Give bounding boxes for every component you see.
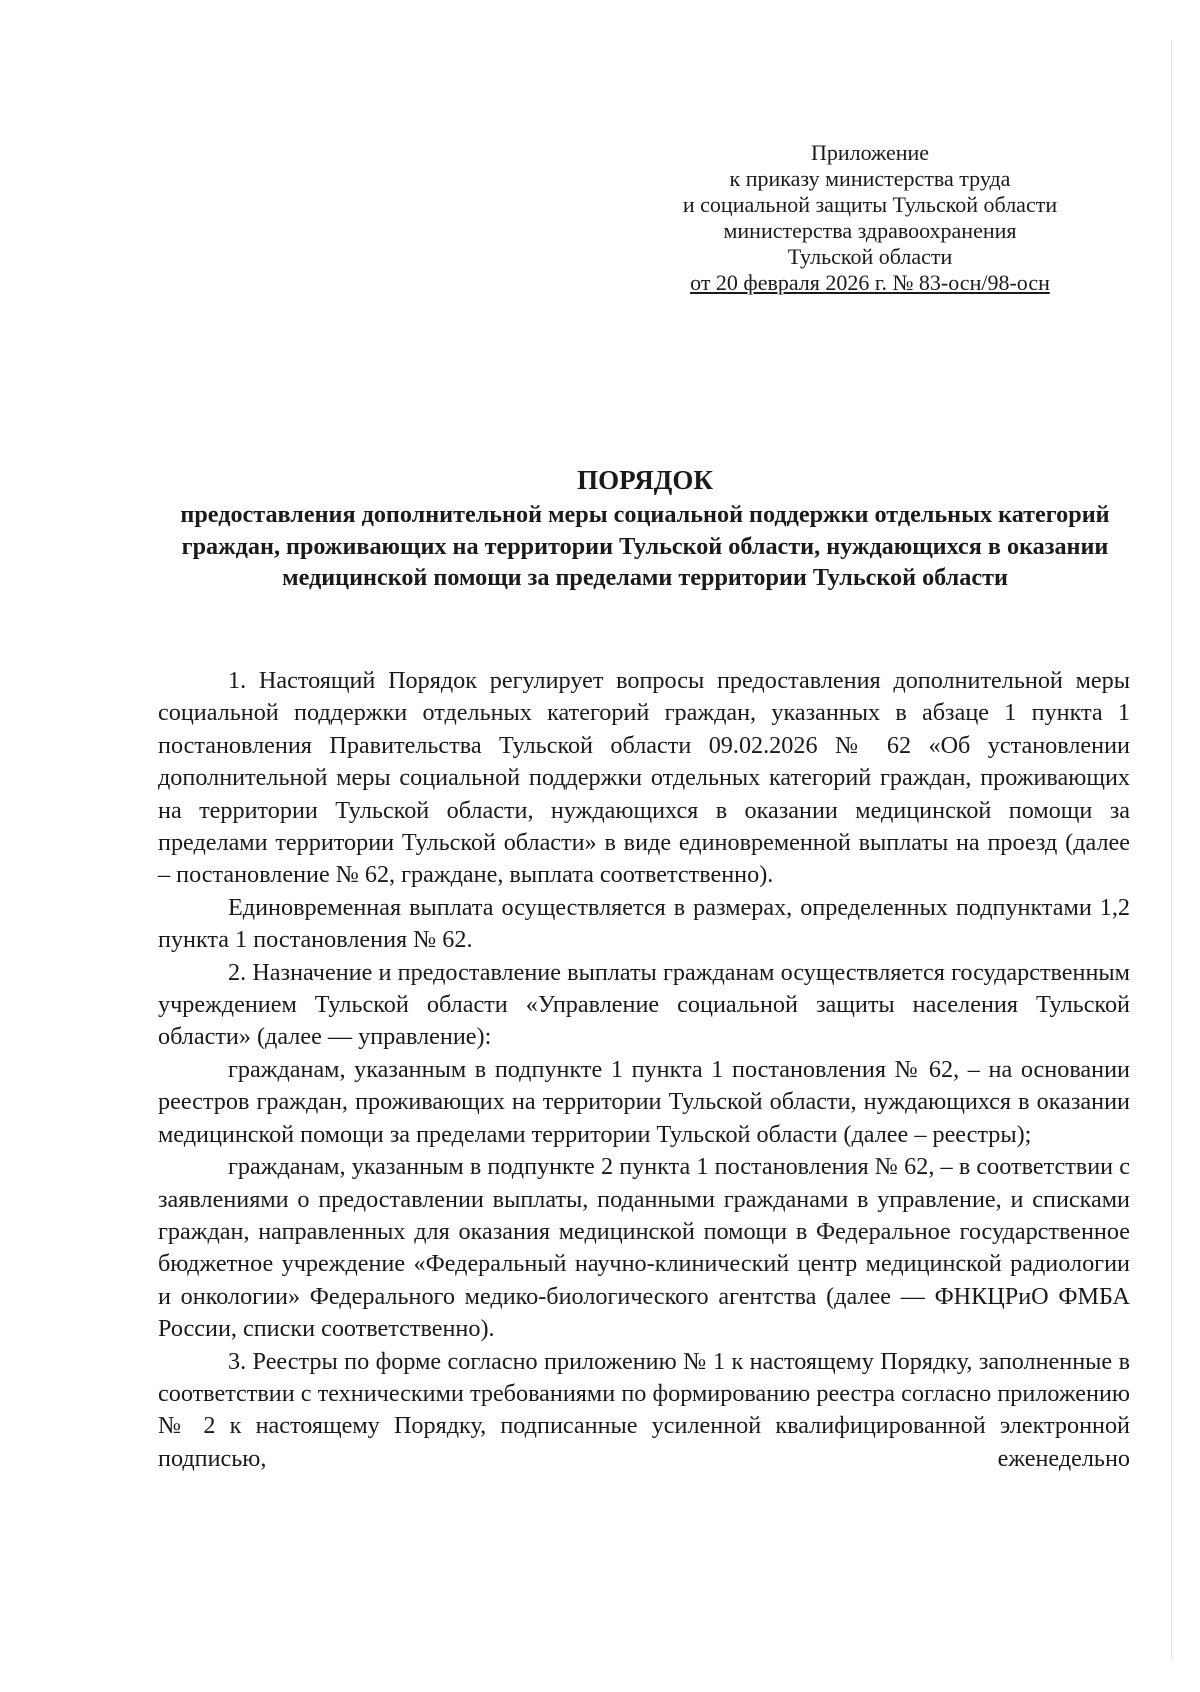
document-body (158, 665, 1130, 1475)
annex-line: министерства здравоохранения (723, 218, 1017, 243)
paragraph: гражданам, указанным в подпункте 1 пункта 1 постановления № 62, – на основании реестров граждан, проживающих на территории Тульской области, нуждающихся в оказании медицинской помощи за пределами территории Тульской области (далее – реестры); (158, 1055, 1130, 1148)
annex-date-number (640, 270, 1100, 296)
title-main: ПОРЯДОК (577, 465, 713, 495)
paragraph: 3. Реестры по форме согласно приложению № 1 к настоящему Порядку, заполненные в соответствии с техническими требованиями по формированию реестра согласно приложению № 2 к настоящему Порядку, подписанные усиленной квалифицированной электронной подписью, еженедельно (158, 1347, 1130, 1472)
annex-line: Приложение (810, 140, 930, 165)
annex-line: и социальной защиты Тульской области (682, 192, 1058, 217)
annex-header (640, 140, 1100, 296)
paragraph: 1. Настоящий Порядок регулирует вопросы предоставления дополнительной меры социальной поддержки отдельных категорий граждан, указанных в абзаце 1 пункта 1 постановления Правительства Тульской области 09.02.2026 № 62 «Об установлении дополнительной меры социальной поддержки отдельных категорий граждан, проживающих на территории Тульской области, нуждающихся в оказании медицинской помощи за пределами территории Тульской области» в виде единовременной выплаты на проезд (далее – постановление № 62, граждане, выплата соответственно). (158, 667, 1130, 889)
title-subtitle: предоставления дополнительной меры социальной поддержки отдельных категорий граждан, проживающих на территории Тульской области, нуждающихся в оказании медицинской помощи за пределами территории Тульской области (180, 501, 1110, 591)
paragraph: 2. Назначение и предоставление выплаты гражданам осуществляется государственным учреждением Тульской области «Управление социальной защиты населения Тульской области» (далее — управление): (158, 958, 1130, 1051)
paragraph: Единовременная выплата осуществляется в размерах, определенных подпунктами 1,2 пункта 1 постановления № 62. (158, 893, 1130, 954)
annex-date-number-text: от 20 февраля 2026 г. № 83-осн/98-осн (690, 270, 1050, 295)
document-title (150, 463, 1140, 594)
annex-line: к приказу министерства труда (729, 166, 1011, 191)
paragraph: гражданам, указанным в подпункте 2 пункта 1 постановления № 62, – в соответствии с заявлениями о предоставлении выплаты, поданными гражданами в управление, и списками граждан, направленных для оказания медицинской помощи в Федеральное государственное бюджетное учреждение «Федеральный научно-клинический центр медицинской радиологии и онкологии» Федерального медико-биологического агентства (далее — ФНКЦРиО ФМБА России, списки соответственно). (158, 1153, 1130, 1343)
annex-line: Тульской области (787, 244, 953, 269)
scan-edge-line (1171, 40, 1172, 1660)
